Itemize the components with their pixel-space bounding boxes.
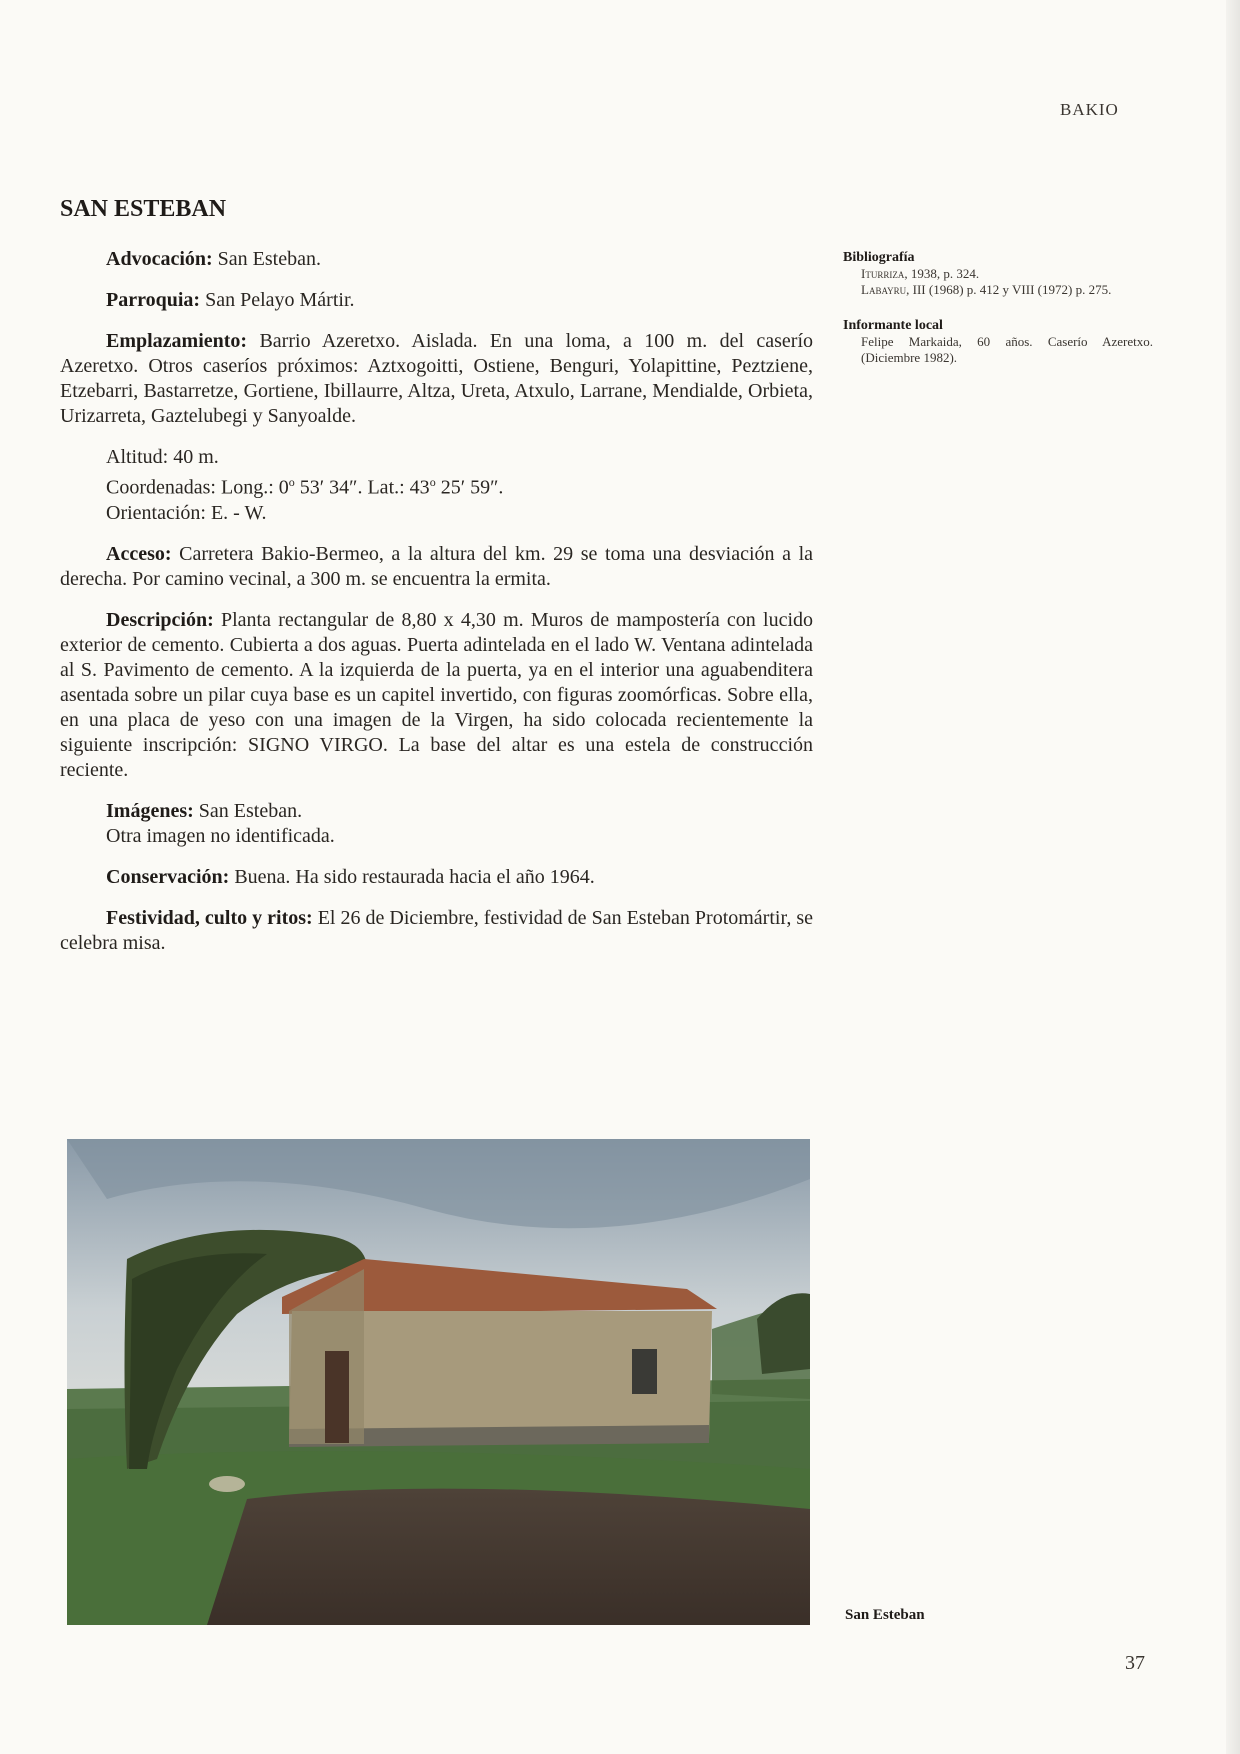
imagenes-line2: Otra imagen no identificada. [106,824,335,847]
long-minutes: 53′ [299,476,325,499]
ref-author: Labayru, [861,282,910,297]
page-title: SAN ESTEBAN [60,196,227,222]
acceso-paragraph [60,542,813,592]
advocacion-paragraph [60,247,813,272]
imagenes-label: Imágenes: [106,799,194,822]
long-seconds: 34″. [329,476,363,499]
conservacion-text: Buena. Ha sido restaurada hacia el año 1964. [234,865,595,888]
page-number: 37 [1125,1652,1145,1674]
orientacion-line: Orientación: E. - W. [106,501,267,524]
ref-detail: 1938, p. 324. [910,266,980,281]
lat-seconds: 59″. [470,476,504,499]
coordenadas-line [106,470,813,501]
degree-mark: o [429,475,436,489]
descripcion-paragraph [60,608,813,783]
hermitage-photo [67,1139,810,1625]
ref-author: Iturriza, [861,266,908,281]
descripcion-label: Descripción: [106,608,214,631]
parroquia-label: Parroquia: [106,289,201,311]
parroquia-text: San Pelayo Mártir. [205,289,355,311]
running-head: BAKIO [1060,100,1119,119]
degree-mark: o [288,475,295,489]
emplazamiento-label: Emplazamiento: [106,330,248,352]
bibliografia-ref-2 [843,282,1153,298]
altitud-line: Altitud: 40 m. [106,446,219,468]
coord-prefix: Coordenadas: Long.: 0 [106,476,289,499]
bibliografia-section [843,250,1153,298]
informante-section [843,318,1153,366]
conservacion-paragraph [60,865,813,890]
descripcion-text: Planta rectangular de 8,80 x 4,30 m. Muros de mampostería con lucido exterior de cemento. Cubierta a dos aguas. Puerta adintelada en el lado W. Ventana adintelada al S. Pavimento de cemento. A la izquierda de la puerta, ya en el interior una aguabenditera asentada sobre un pilar cuya base es un capitel invertido, con figuras zoomórficas. Sobre ella, en una placa de yeso con una imagen de la Virgen, ha sido colocada recientemente la siguiente inscripción: SIGNO VIRGO. La base del altar es una estela de construcción reciente. [60,608,813,781]
lat-label: Lat.: 43 [367,476,430,499]
festividad-text: El 26 de Diciembre, festividad de San Esteban Protomártir, se celebra misa. [60,906,813,954]
location-data [60,445,813,526]
ref-detail: III (1968) p. 412 y VIII (1972) p. 275. [912,282,1112,297]
imagenes-text: San Esteban. [198,799,303,822]
emplazamiento-text: Barrio Azeretxo. Aislada. En una loma, a 100 m. del caserío Azeretxo. Otros caseríos próximos: Aztxogoitti, Ostiene, Benguri, Yolapittine, Peztziene, Etzebarri, Bastarretze, Gortiene, Ibillaurre, Altza, Ureta, Atxulo, Larrane, Mendialde, Orbieta, Urizarreta, Gaztelubegi y Sanyoalde. [60,330,814,427]
acceso-text: Carretera Bakio-Bermeo, a la altura del km. 29 se toma una desviación a la derecha. Por camino vecinal, a 300 m. se encuentra la ermita. [60,542,814,590]
parroquia-paragraph [60,288,813,313]
sidebar [843,250,1153,386]
advocacion-text: San Esteban. [217,248,321,270]
festividad-label: Festividad, culto y ritos: [106,906,313,929]
bibliografia-ref-1 [843,266,1153,282]
emplazamiento-paragraph [60,329,813,429]
acceso-label: Acceso: [106,542,172,565]
page-edge [1226,0,1240,1754]
informante-heading: Informante local [843,318,943,333]
informante-text: Felipe Markaida, 60 años. Caserío Azeretxo. (Diciembre 1982). [861,334,1153,365]
imagenes-paragraph [60,799,813,824]
festividad-paragraph [60,906,813,956]
main-text [60,247,813,972]
conservacion-label: Conservación: [106,865,230,888]
lat-minutes: 25′ [440,476,466,499]
advocacion-label: Advocación: [106,248,213,270]
bibliografia-heading: Bibliografía [843,250,915,265]
photo-caption: San Esteban [845,1607,925,1623]
